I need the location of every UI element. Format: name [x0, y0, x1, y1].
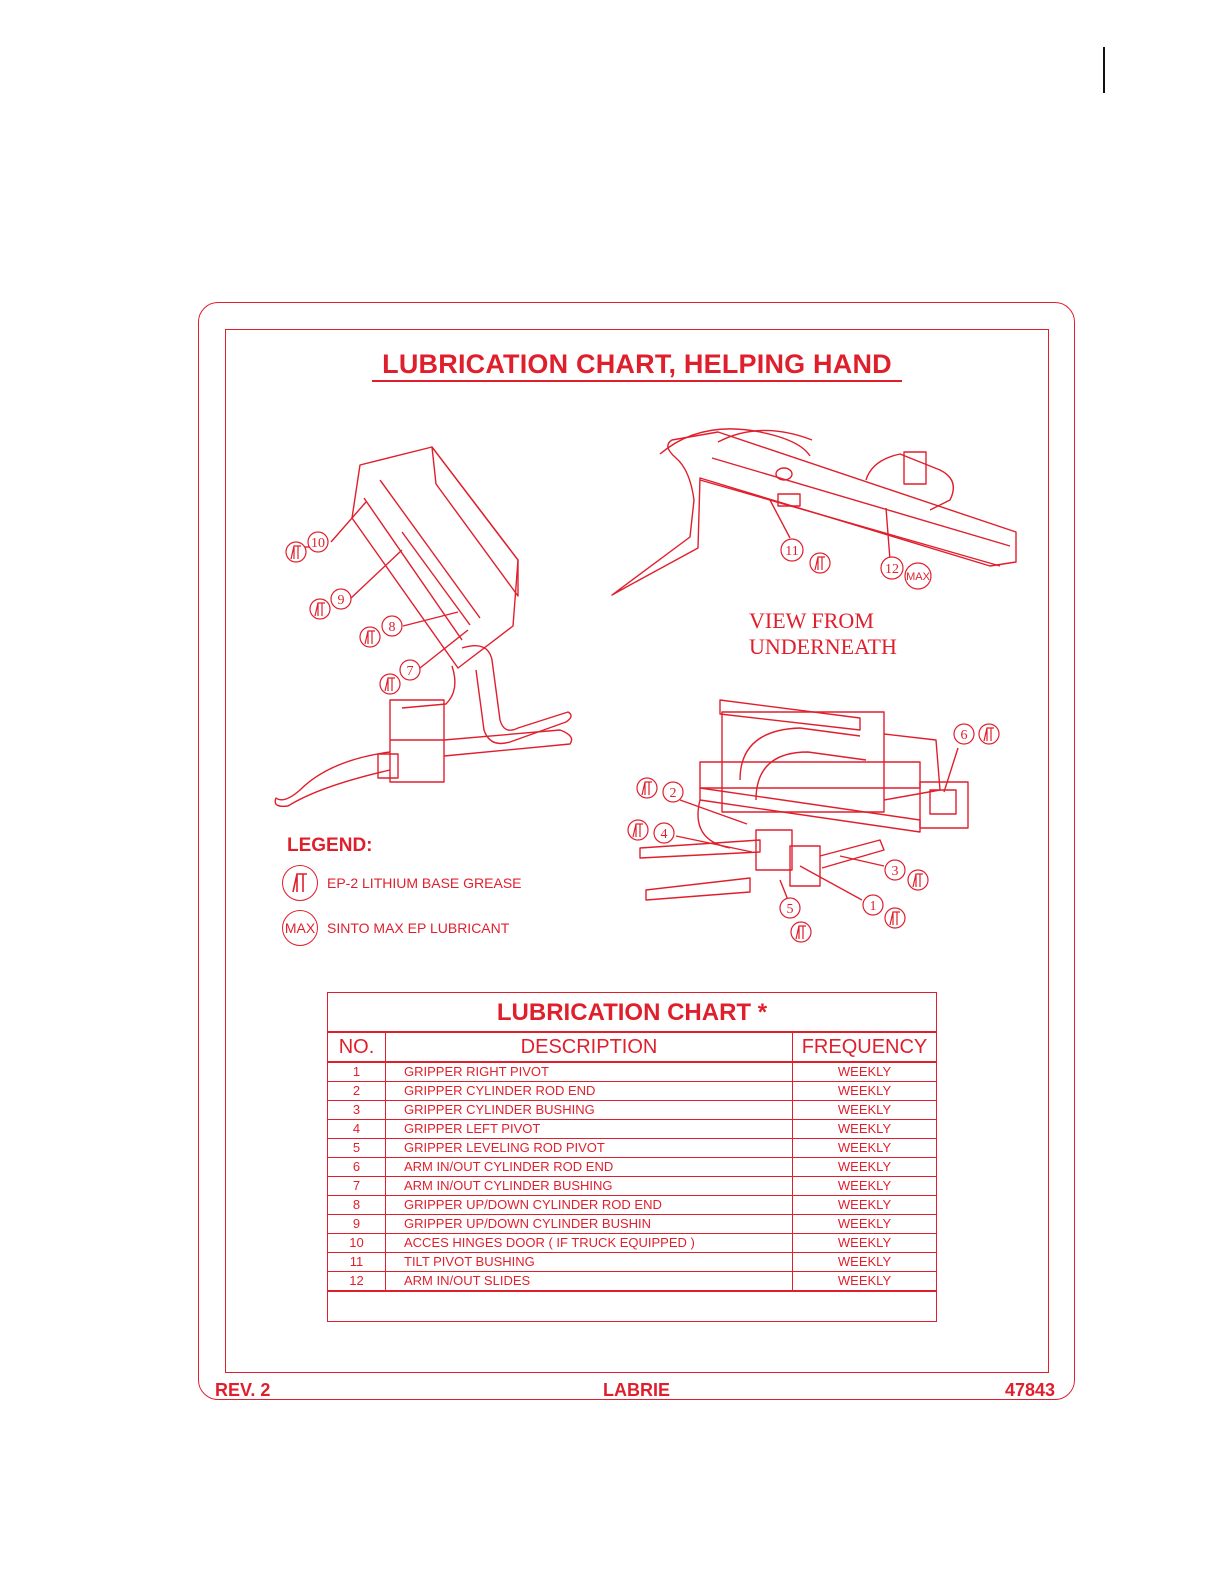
column-header-no: NO.: [328, 1033, 386, 1062]
grease-icon: [380, 674, 400, 694]
table-row: [328, 1177, 936, 1196]
brand-label: LABRIE: [603, 1380, 670, 1400]
callout-6: [954, 724, 974, 744]
row-frequency: WEEKLY: [793, 1158, 937, 1177]
row-frequency: WEEKLY: [793, 1177, 937, 1196]
table-row: [328, 1120, 936, 1139]
row-description: ACCES HINGES DOOR ( IF TRUCK EQUIPPED ): [386, 1234, 793, 1253]
row-number: 7: [328, 1177, 386, 1196]
row-description: TILT PIVOT BUSHING: [386, 1253, 793, 1272]
grease-icon: [310, 599, 330, 619]
row-number: 4: [328, 1120, 386, 1139]
callout-12: [881, 557, 903, 579]
table-row: [328, 1158, 936, 1177]
callout-10: [308, 532, 328, 552]
row-frequency: WEEKLY: [793, 1101, 937, 1120]
column-header-frequency: FREQUENCY: [793, 1033, 937, 1062]
page-title: LUBRICATION CHART, HELPING HAND: [372, 348, 902, 382]
row-number: 1: [328, 1062, 386, 1082]
svg-text:12: 12: [885, 562, 899, 577]
svg-text:3: 3: [891, 864, 899, 879]
row-frequency: WEEKLY: [793, 1120, 937, 1139]
row-frequency: WEEKLY: [793, 1082, 937, 1101]
grease-icon: [979, 724, 999, 744]
row-number: 12: [328, 1272, 386, 1292]
table-row: [328, 1272, 936, 1292]
callout-3: [885, 860, 905, 880]
table-row: [328, 1253, 936, 1272]
table-row: [328, 1062, 936, 1082]
table-row: [328, 1139, 936, 1158]
row-description: GRIPPER CYLINDER ROD END: [386, 1082, 793, 1101]
callout-7: [400, 660, 420, 680]
row-description: GRIPPER LEVELING ROD PIVOT: [386, 1139, 793, 1158]
chart-title: LUBRICATION CHART *: [328, 993, 936, 1033]
row-frequency: WEEKLY: [793, 1272, 937, 1292]
max-lubricant-symbol: MAX: [282, 910, 318, 946]
row-number: 11: [328, 1253, 386, 1272]
row-number: 10: [328, 1234, 386, 1253]
grease-icon: [360, 627, 380, 647]
row-frequency: WEEKLY: [793, 1234, 937, 1253]
legend-grease-label: EP-2 LITHIUM BASE GREASE: [327, 875, 522, 891]
grease-icon: [885, 908, 905, 928]
row-frequency: WEEKLY: [793, 1253, 937, 1272]
row-frequency: WEEKLY: [793, 1215, 937, 1234]
grease-icon: [286, 542, 306, 562]
row-description: GRIPPER LEFT PIVOT: [386, 1120, 793, 1139]
view-from-underneath-label: VIEW FROM UNDERNEATH: [749, 608, 897, 659]
legend-max-label: SINTO MAX EP LUBRICANT: [327, 920, 510, 936]
grease-icon: [628, 820, 648, 840]
row-description: GRIPPER UP/DOWN CYLINDER ROD END: [386, 1196, 793, 1215]
legend-item-grease: [282, 865, 522, 901]
row-description: ARM IN/OUT SLIDES: [386, 1272, 793, 1292]
row-number: 9: [328, 1215, 386, 1234]
row-frequency: WEEKLY: [793, 1139, 937, 1158]
callout-markers: [308, 532, 974, 918]
svg-text:9: 9: [337, 593, 345, 608]
row-number: 6: [328, 1158, 386, 1177]
column-header-description: DESCRIPTION: [386, 1033, 793, 1062]
grease-icon: [908, 870, 928, 890]
svg-text:1: 1: [869, 899, 877, 914]
row-frequency: WEEKLY: [793, 1196, 937, 1215]
callout-max: [905, 563, 931, 589]
callout-8: [382, 616, 402, 636]
lubrication-chart-table: [327, 992, 937, 1322]
row-description: GRIPPER RIGHT PIVOT: [386, 1062, 793, 1082]
svg-text:7: 7: [406, 664, 414, 679]
legend-item-max: [282, 910, 509, 946]
grease-icon: [810, 553, 830, 573]
grease-icon: [791, 922, 811, 942]
chart-footer-space: [328, 1292, 936, 1321]
row-frequency: WEEKLY: [793, 1062, 937, 1082]
table-row: [328, 1234, 936, 1253]
table-row: [328, 1196, 936, 1215]
table-row: [328, 1215, 936, 1234]
svg-text:6: 6: [960, 728, 968, 743]
row-number: 5: [328, 1139, 386, 1158]
callout-11: [781, 539, 803, 561]
revision-label: REV. 2: [215, 1380, 271, 1400]
callout-9: [331, 589, 351, 609]
helping-hand-side-drawing: [275, 447, 571, 806]
grease-icon: [637, 778, 657, 798]
callout-2: [663, 782, 683, 802]
row-number: 2: [328, 1082, 386, 1101]
svg-text:2: 2: [669, 786, 677, 801]
table-row: [328, 1082, 936, 1101]
row-description: GRIPPER CYLINDER BUSHING: [386, 1101, 793, 1120]
svg-text:MAX: MAX: [906, 571, 930, 583]
row-description: ARM IN/OUT CYLINDER ROD END: [386, 1158, 793, 1177]
callout-5: [780, 898, 800, 918]
svg-text:10: 10: [311, 536, 325, 551]
legend-title: LEGEND:: [287, 835, 373, 856]
row-description: GRIPPER UP/DOWN CYLINDER BUSHIN: [386, 1215, 793, 1234]
svg-text:4: 4: [660, 827, 668, 842]
grease-icon: [282, 865, 318, 901]
callout-1: [863, 895, 883, 915]
svg-text:5: 5: [786, 902, 794, 917]
svg-text:8: 8: [388, 620, 396, 635]
row-number: 3: [328, 1101, 386, 1120]
callout-4: [654, 823, 674, 843]
row-description: ARM IN/OUT CYLINDER BUSHING: [386, 1177, 793, 1196]
part-number: 47843: [1005, 1380, 1056, 1400]
svg-text:11: 11: [785, 544, 799, 559]
row-number: 8: [328, 1196, 386, 1215]
table-row: [328, 1101, 936, 1120]
